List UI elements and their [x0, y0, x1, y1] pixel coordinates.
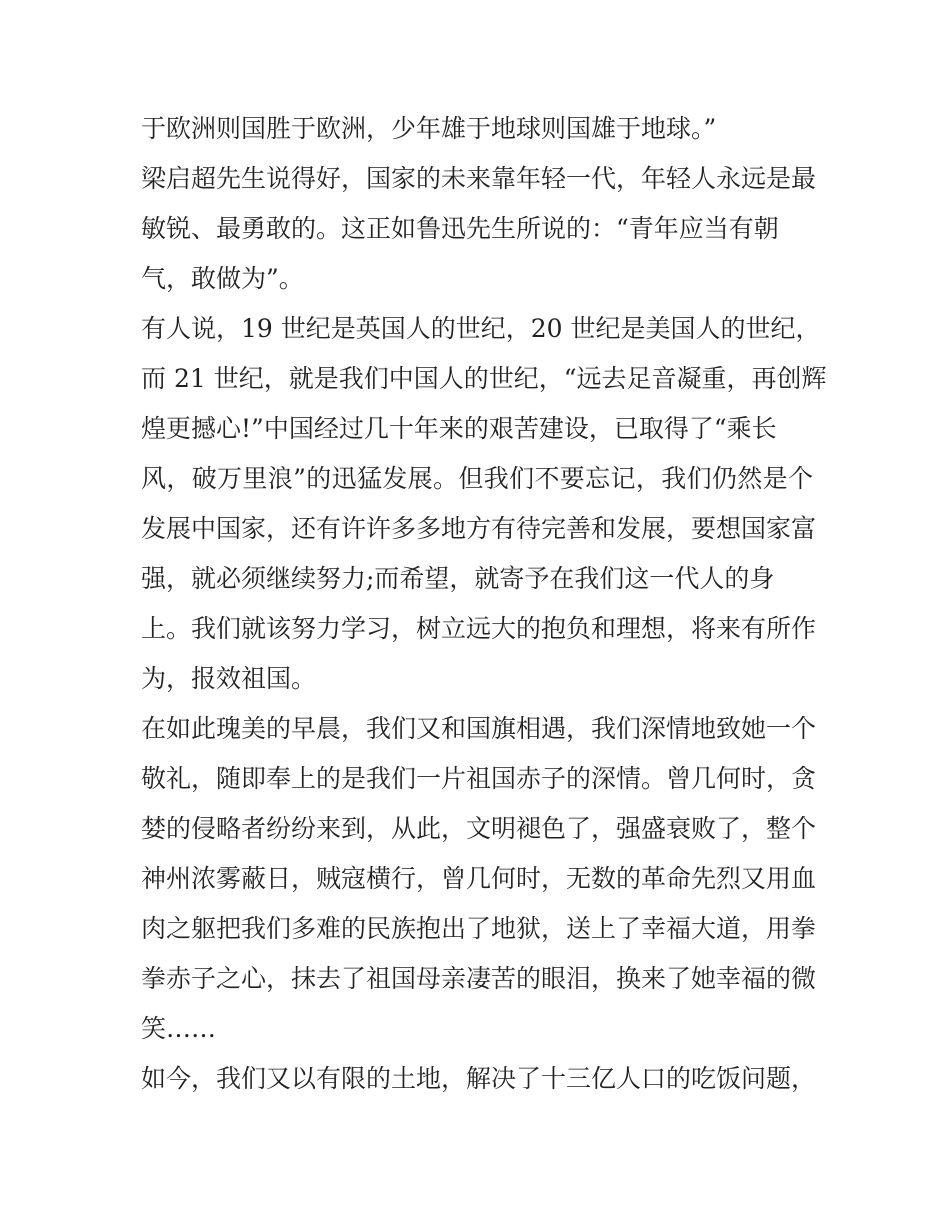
paragraph-1 — [141, 109, 813, 159]
text-line: 在如此瑰美的早晨，我们又和国旗相遇，我们深情地致她一个 — [141, 714, 817, 743]
text-line: 强，就必须继续努力;而希望，就寄予在我们这一代人的身 — [141, 564, 775, 593]
text-line: 梁启超先生说得好，国家的未来靠年轻一代，年轻人永远是最 — [141, 164, 817, 193]
text-line: 为，报效祖国。 — [141, 664, 317, 693]
paragraph-3 — [141, 309, 827, 709]
text-line: 拳赤子之心，抹去了祖国母亲凄苦的眼泪，换来了她幸福的微 — [141, 964, 817, 993]
text-line: 气，敢做为”。 — [141, 264, 304, 293]
text-line: 而 21 世纪，就是我们中国人的世纪，“远去足音凝重，再创辉 — [141, 364, 827, 393]
text-line: 风，破万里浪”的迅猛发展。但我们不要忘记，我们仍然是个 — [141, 464, 813, 493]
text-line: 敬礼，随即奉上的是我们一片祖国赤子的深情。曾几何时，贪 — [141, 764, 817, 793]
text-line: 如今，我们又以有限的土地，解决了十三亿人口的吃饭问题， — [141, 1064, 817, 1093]
text-line: 上。我们就该努力学习，树立远大的抱负和理想，将来有所作 — [141, 614, 817, 643]
text-line: 神州浓雾蔽日，贼寇横行，曾几何时，无数的革命先烈又用血 — [141, 864, 817, 893]
body-text — [141, 109, 827, 1109]
paragraph-2 — [141, 159, 817, 309]
text-line: 婪的侵略者纷纷来到，从此，文明褪色了，强盛衰败了，整个 — [141, 814, 817, 843]
text-line: 发展中国家，还有许许多多地方有待完善和发展，要想国家富 — [141, 514, 817, 543]
text-line: 肉之躯把我们多难的民族抱出了地狱，送上了幸福大道，用拳 — [141, 914, 817, 943]
text-line: 煌更撼心!”中国经过几十年来的艰苦建设，已取得了“乘长 — [141, 414, 777, 443]
text-line: 敏锐、最勇敢的。这正如鲁迅先生所说的：“青年应当有朝 — [141, 214, 779, 243]
text-line: 有人说，19 世纪是英国人的世纪，20 世纪是美国人的世纪， — [141, 314, 821, 343]
paragraph-4 — [141, 709, 817, 1059]
paragraph-5 — [141, 1059, 817, 1109]
text-line: 笑…… — [141, 1014, 217, 1043]
text-line: 于欧洲则国胜于欧洲，少年雄于地球则国雄于地球。” — [141, 114, 717, 143]
